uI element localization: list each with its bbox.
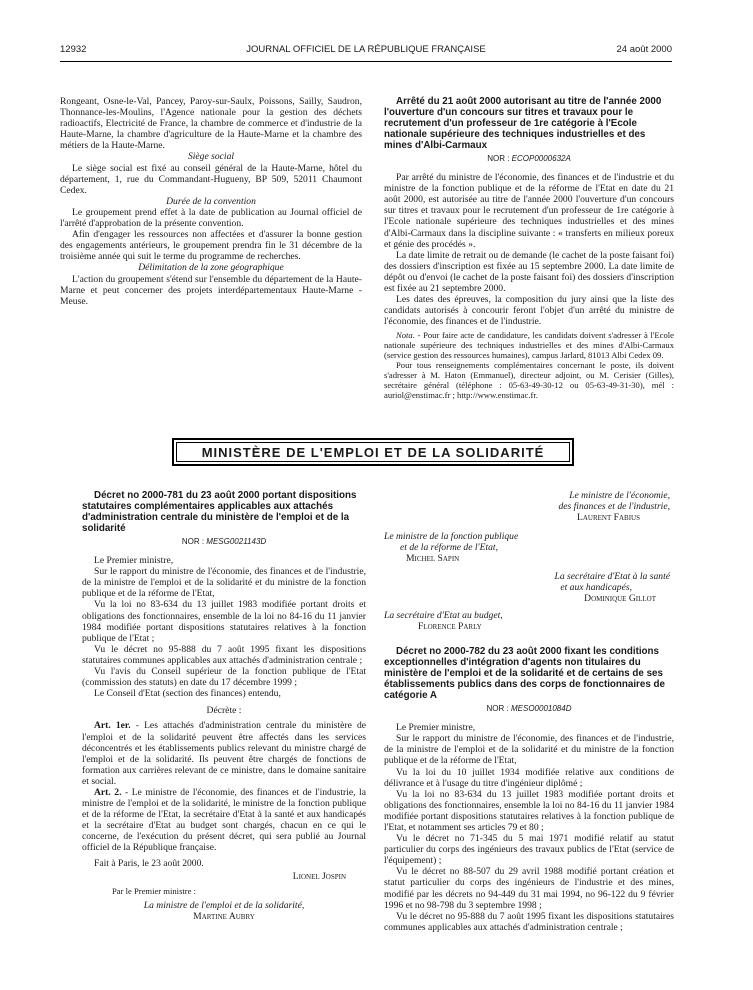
paragraph: Rongeant, Osne-le-Val, Pancey, Paroy-sur-Saulx, Poissons, Sailly, Saudron, Thonnance-les-Moulins, l'Agence nationale pour la gestion des déchets radioactifs, Electricité de France, la chambre de commerce et d'industrie de la Haute-Marne, la chambre d'agriculture de la Haute-Marne et la chambre des métiers de la Haute-Marne.	[60, 96, 362, 152]
nor-reference	[384, 703, 674, 714]
par-premier-ministre: Par le Premier ministre :	[112, 885, 197, 896]
signer-gillot: Dominique Gillot	[584, 592, 656, 604]
paragraph: Vu la loi no 83-634 du 13 juillet 1983 modifiée portant droits et obligations des fonctionnaires, ensemble la loi no 84-16 du 11 janvier 1984 modifiée portant dispositions statutaires relatives à la fonction publique de l'Etat, et notamment ses articles 79 et 80 ;	[384, 788, 674, 833]
paragraph: Afin d'engager les ressources non affectées et d'assurer la bonne gestion des engagements antérieurs, le groupement prendra fin le 31 décembre de la troisième année qui suit le terme du programme de recherches.	[60, 229, 362, 263]
issue-date: 24 août 2000	[616, 44, 672, 55]
nor-reference	[82, 536, 366, 547]
signature-date: Fait à Paris, le 23 août 2000.	[94, 857, 204, 869]
nota-paragraph	[384, 330, 674, 360]
page-number: 12932	[60, 44, 87, 55]
paragraph: Vu le décret no 95-888 du 7 août 1995 fixant les dispositions statutaires communes applicables aux attachés d'administration centrale ;	[384, 910, 674, 933]
signer-name	[82, 911, 366, 922]
right-bottom-column	[384, 490, 674, 933]
paragraph: La date limite de retrait ou de demande (le cachet de la poste faisant foi) des dossiers d'inscription est fixée au 15 septembre 2000. La date limite de dépôt ou d'envoi (le cachet de la poste faisant foi) des dossiers d'inscription est fixée au 21 septembre 2000.	[384, 249, 674, 295]
signature-block-fabius	[384, 490, 674, 523]
paragraph: Pour tous renseignements complémentaires concernant le poste, ils doivent s'adresser à M. Haton (Emmanuel), directeur adjoint, ou M. Cerisier (Gilles), secrétaire général (téléphone : 05-63-49-30-12 ou 05-63-49-31-30), mél : auriol@enstimac.fr ; http://www.enstimac.fr.	[384, 360, 674, 401]
signer-title: et aux handicapés,	[560, 581, 632, 593]
signer-title: des finances et de l'industrie,	[558, 501, 670, 513]
section-heading: Siège social	[187, 151, 235, 163]
signer-title: La secrétaire d'Etat à la santé	[554, 570, 670, 582]
article-text: - Les attachés d'administration centrale du ministère de l'emploi et de la solidarité peuvent être affectés dans les services déconcentrés et les établissements publics relevant du ministre chargé de l'emploi et de la solidarité. Ils peuvent être chargés de fonctions de formation aux carrières relevant de ce ministre, dans le domaine sanitaire et social.	[82, 720, 366, 787]
nor-code: MESO0001084D	[510, 704, 572, 714]
paragraph: Le Conseil d'Etat (section des finances) entendu,	[94, 688, 281, 700]
article-1	[82, 720, 366, 787]
paragraph: Par arrêté du ministre de l'économie, des finances et de l'industrie et du ministre de la fonction publique et de la réforme de l'Etat en date du 21 août 2000, est autorisée au titre de l'année 2000 l'ouverture d'un concours sur titres et travaux pour le recrutement d'un professeur de 1re catégorie à l'Ecole nationale supérieure des techniques industrielles et des mines d'Albi-Carmaux dans la discipline suivante : « transferts en milieux poreux et génie des procédés ».	[384, 172, 674, 250]
signer-aubry: Martine Aubry	[193, 910, 255, 922]
left-top-column	[60, 96, 362, 307]
ministry-banner	[172, 438, 574, 466]
paragraph: Vu la loi no 83-634 du 13 juillet 1983 modifiée portant droits et obligations des fonctionnaires, ensemble de la loi no 84-16 du 11 janvier 1984 modifiée portant dispositions statutaires relatives à la fonction publique de l'Etat ;	[82, 599, 366, 644]
paragraph: Vu l'avis du Conseil supérieur de la fonction publique de l'Etat (commission des statuts) en date du 17 décembre 1999 ;	[82, 666, 366, 689]
section-heading: Durée de la convention	[166, 195, 256, 207]
nor-label: NOR :	[487, 154, 510, 163]
article-2	[82, 787, 366, 854]
signer-title: La ministre de l'emploi et de la solidarité,	[143, 899, 305, 911]
paragraph: Sur le rapport du ministre de l'économie, des finances et de l'industrie, de la ministre de l'emploi et de la solidarité et du ministre de la fonction publique et de la réforme de l'Etat,	[384, 733, 674, 767]
nor-label: NOR :	[181, 537, 205, 546]
arrete-title: Arrêté du 21 août 2000 autorisant au titre de l'année 2000 l'ouverture d'un concours sur titres et travaux pour le recrutement d'un professeur de 1re catégorie à l'Ecole nationale supérieure des techniques industrielles et des mines d'Albi-Carmaux	[384, 96, 662, 151]
signature-block-gillot	[384, 571, 674, 604]
ministry-name: MINISTÈRE DE L'EMPLOI ET DE LA SOLIDARITÉ	[201, 444, 545, 460]
article-text: - Le ministre de l'économie, des finances et de l'industrie, la ministre de l'emploi et de la solidarité, le ministre de la fonction publique et de la réforme de l'Etat, la secrétaire d'Etat à la santé et aux handicapés et la secrétaire d'Etat au budget sont chargés, chacun en ce qui le concerne, de l'exécution du présent décret, qui sera publié au Journal officiel de la République française.	[82, 786, 366, 854]
signer-title: Le ministre de la fonction publique	[384, 531, 519, 543]
signer-fabius: Laurent Fabius	[577, 512, 640, 524]
signature-block-parly	[384, 610, 674, 632]
nor-code: MESG0021143D	[206, 537, 267, 546]
article-label: Art. 1er.	[94, 720, 131, 732]
paragraph: Vu le décret no 71-345 du 5 mai 1971 modifié relatif au statut particulier du corps des ingénieurs des travaux publics de l'Etat (service de l'équipement) ;	[384, 833, 674, 867]
left-bottom-column	[82, 490, 366, 922]
signer-pm: Lionel Jospin	[292, 870, 346, 882]
nor-reference	[384, 153, 674, 164]
signer-parly: Florence Parly	[418, 620, 482, 632]
paragraph: L'action du groupement s'étend sur l'ensemble du département de la Haute-Marne et peut concerner des projets interdépartementaux Haute-Marne - Meuse.	[60, 273, 362, 307]
page-header	[60, 44, 672, 62]
signer-title: La secrétaire d'Etat au budget,	[384, 609, 503, 621]
signer-title: et de la réforme de l'Etat,	[400, 542, 498, 554]
paragraph: Vu le décret no 88-507 du 29 avril 1988 modifié portant création et statut particulier du corps des ingénieurs de l'industrie et des mines, modifié par les décrets no 94-449 du 31 mai 1994, no 96-122 du 9 février 1996 et no 98-798 du 3 septembre 1998 ;	[384, 866, 674, 911]
paragraph: Le groupement prend effet à la date de publication au Journal officiel de l'arrêté d'approbation de la présente convention.	[60, 206, 362, 230]
journal-title: JOURNAL OFFICIEL DE LA RÉPUBLIQUE FRANÇAISE	[246, 44, 486, 55]
signature-block-sapin	[384, 531, 674, 564]
paragraph: Le siège social est fixé au conseil général de la Haute-Marne, hôtel du département, 1, rue du Commandant-Hugueny, BP 509, 52011 Chaumont Cedex.	[60, 162, 362, 196]
signer-sapin: Michel Sapin	[406, 553, 460, 565]
paragraph: Le Premier ministre,	[396, 722, 476, 734]
decrete-heading: Décrète :	[206, 705, 242, 717]
decree-782-title: Décret no 2000-782 du 23 août 2000 fixant les conditions exceptionnelles d'intégration d'agents non titulaires du ministère de l'emploi et de la solidarité et de certains de ses établissements publics dans des corps de fonctionnaires de catégorie A	[384, 646, 665, 702]
paragraph: Vu le décret no 95-888 du 7 août 1995 fixant les dispositions statutaires communes applicables aux attachés d'administration centrale ;	[82, 643, 366, 666]
paragraph: Sur le rapport du ministre de l'économie, des finances et de l'industrie, de la ministre de l'emploi et de la solidarité et du ministre de la fonction publique et de la réforme de l'Etat,	[82, 566, 366, 600]
signer-title: Le ministre de l'économie,	[569, 490, 670, 501]
decree-781-title: Décret no 2000-781 du 23 août 2000 portant dispositions statutaires complémentaires applicables aux attachés d'administration centrale du ministère de l'emploi et de la solidarité	[82, 490, 357, 534]
section-heading: Délimitation de la zone géographique	[138, 262, 284, 274]
nor-code: ECOP0000632A	[511, 154, 571, 163]
article-label: Art. 2.	[94, 786, 122, 798]
right-top-column	[384, 96, 674, 400]
signer-name	[82, 871, 366, 882]
paragraph: Vu la loi du 10 juillet 1934 modifiée relative aux conditions de délivrance et à l'usage du titre d'ingénieur diplômé ;	[384, 766, 674, 789]
nor-label: NOR :	[486, 704, 509, 714]
nota-text: - Pour faire acte de candidature, les candidats doivent s'adresser à l'Ecole nationale supérieure des techniques industrielles et des mines d'Albi-Carmaux (service gestion des ressources humaines), campus Jarlard, 81013 Albi Cedex 09.	[384, 330, 674, 361]
paragraph: Les dates des épreuves, la composition du jury ainsi que la liste des candidats autorisés à concourir feront l'objet d'un arrêté du ministre de l'économie, des finances et de l'industrie.	[384, 294, 674, 328]
paragraph: Le Premier ministre,	[94, 555, 174, 567]
nota-label: Nota.	[396, 330, 415, 341]
